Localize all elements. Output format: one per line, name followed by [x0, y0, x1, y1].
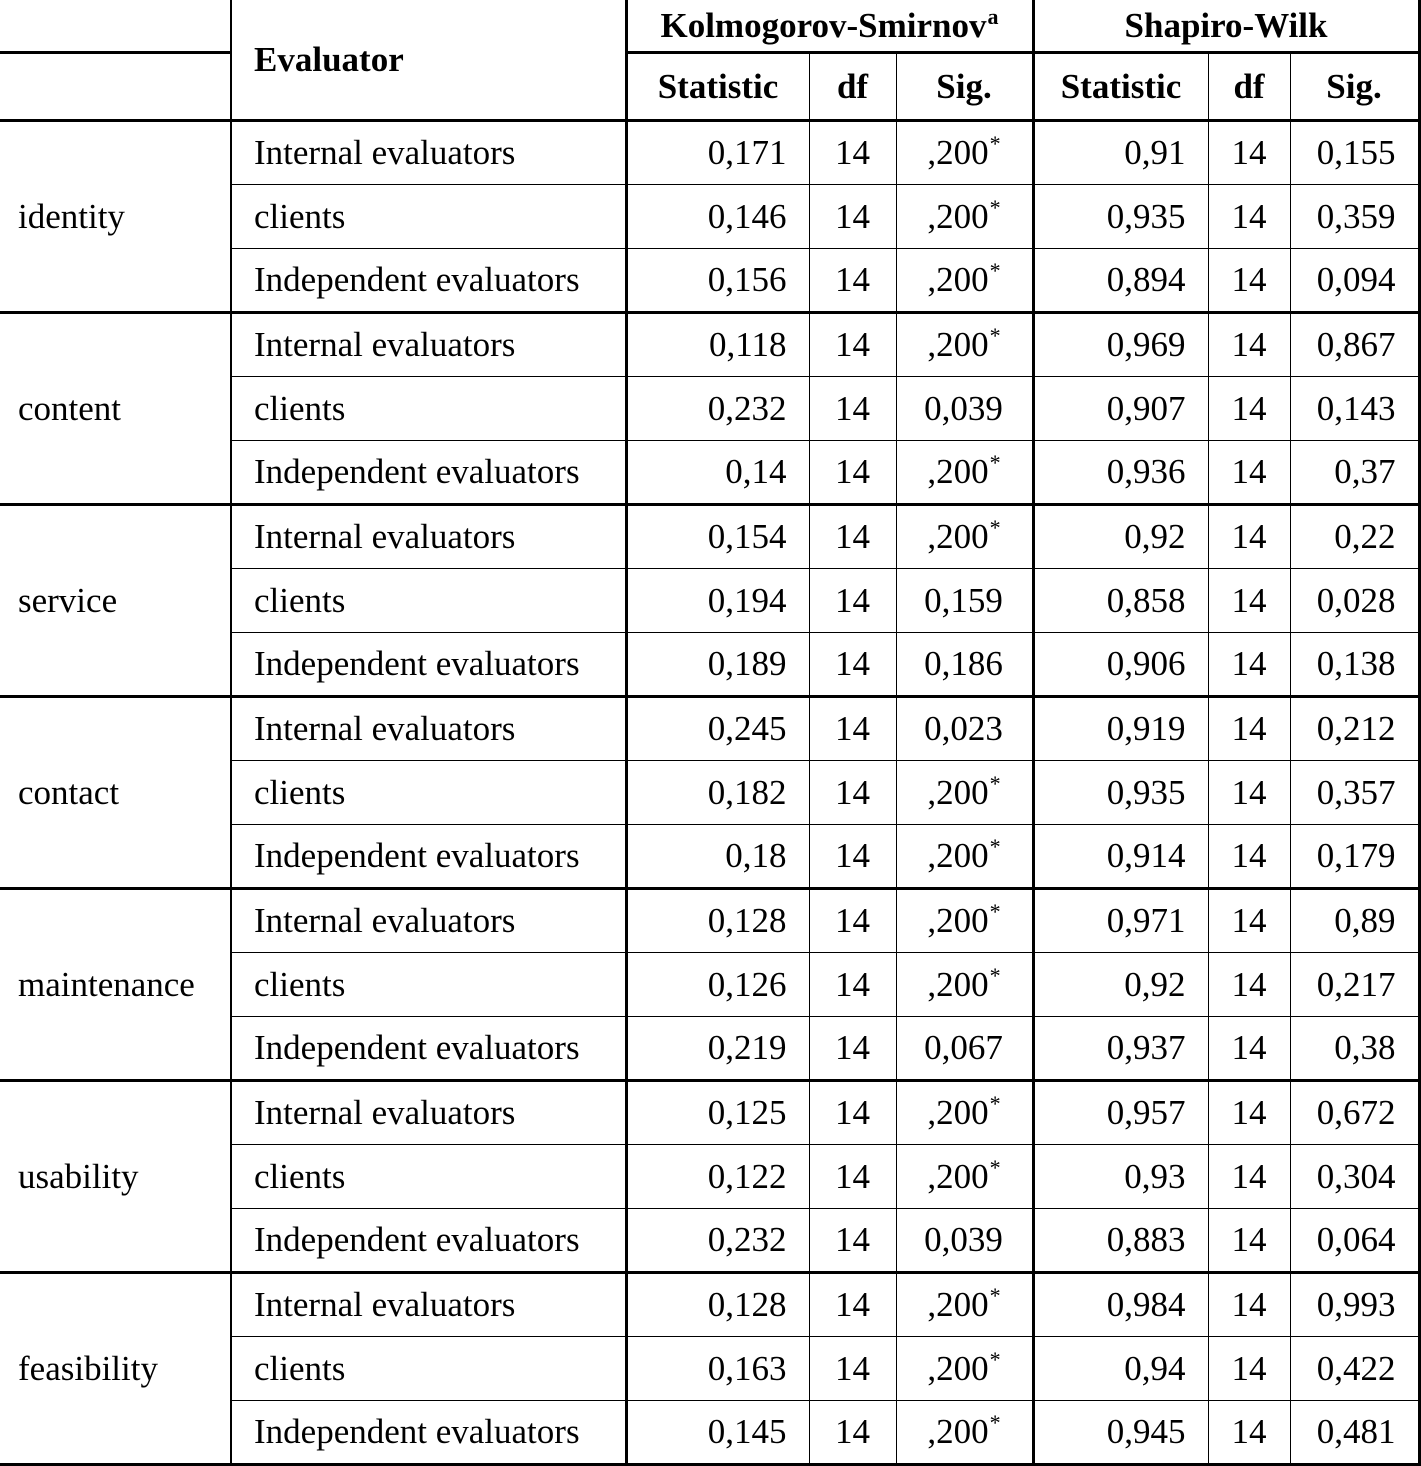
ks-sig-cell — [896, 312, 1033, 376]
ks-df-cell: 14 — [809, 824, 896, 888]
significance-mark: * — [989, 194, 1001, 220]
sw-df-header: df — [1208, 52, 1290, 120]
sw-df-cell: 14 — [1208, 184, 1290, 248]
ks-statistic-cell: 0,232 — [626, 376, 809, 440]
evaluator-cell: Internal evaluators — [231, 120, 626, 184]
sw-statistic-cell: 0,945 — [1033, 1400, 1208, 1464]
ks-sig-cell — [896, 952, 1033, 1016]
table-row — [0, 888, 1419, 952]
ks-sig-value: 0,023 — [924, 709, 1003, 748]
ks-df-cell: 14 — [809, 1016, 896, 1080]
ks-sig-cell — [896, 824, 1033, 888]
sw-sig-cell: 0,179 — [1290, 824, 1419, 888]
corner-cell — [0, 0, 231, 52]
ks-statistic-cell: 0,171 — [626, 120, 809, 184]
ks-header-label: Kolmogorov-Smirnov — [660, 5, 987, 45]
evaluator-cell: Internal evaluators — [231, 696, 626, 760]
ks-sig-cell — [896, 568, 1033, 632]
sw-statistic-cell: 0,92 — [1033, 952, 1208, 1016]
ks-sig-value: ,200 — [927, 133, 989, 172]
significance-mark: * — [989, 258, 1001, 283]
ks-sig-value: ,200 — [927, 901, 989, 940]
sw-df-cell: 14 — [1208, 120, 1290, 184]
sw-sig-cell: 0,481 — [1290, 1400, 1419, 1464]
ks-df-header: df — [809, 52, 896, 120]
significance-mark: * — [989, 770, 1001, 796]
sw-statistic-cell: 0,984 — [1033, 1272, 1208, 1336]
sw-statistic-cell: 0,971 — [1033, 888, 1208, 952]
significance-mark: * — [989, 1154, 1001, 1180]
ks-sig-cell — [896, 1080, 1033, 1144]
sw-sig-cell: 0,89 — [1290, 888, 1419, 952]
ks-df-cell: 14 — [809, 184, 896, 248]
ks-statistic-cell: 0,125 — [626, 1080, 809, 1144]
ks-sig-value: ,200 — [927, 836, 989, 875]
sw-sig-cell: 0,357 — [1290, 760, 1419, 824]
ks-statistic-cell: 0,126 — [626, 952, 809, 1016]
evaluator-cell: clients — [231, 1144, 626, 1208]
sw-statistic-cell: 0,94 — [1033, 1336, 1208, 1400]
table-row — [0, 312, 1419, 376]
sw-statistic-cell: 0,919 — [1033, 696, 1208, 760]
table-row — [0, 1272, 1419, 1336]
significance-mark: * — [989, 962, 1001, 988]
ks-df-cell: 14 — [809, 312, 896, 376]
ks-statistic-cell: 0,14 — [626, 440, 809, 504]
sw-statistic-cell: 0,858 — [1033, 568, 1208, 632]
corner-cell-lower — [0, 52, 231, 120]
ks-df-cell: 14 — [809, 1080, 896, 1144]
ks-sig-value: ,200 — [927, 1285, 989, 1324]
evaluator-cell: Independent evaluators — [231, 248, 626, 312]
ks-sig-value: 0,039 — [924, 1220, 1003, 1259]
sw-df-cell: 14 — [1208, 1016, 1290, 1080]
evaluator-cell: clients — [231, 1336, 626, 1400]
ks-sig-cell — [896, 440, 1033, 504]
table-row — [0, 120, 1419, 184]
sw-statistic-cell: 0,91 — [1033, 120, 1208, 184]
evaluator-header: Evaluator — [231, 0, 626, 120]
ks-sig-value: ,200 — [927, 517, 989, 556]
ks-df-cell: 14 — [809, 440, 896, 504]
ks-statistic-cell: 0,194 — [626, 568, 809, 632]
ks-sig-cell — [896, 376, 1033, 440]
sw-statistic-cell: 0,92 — [1033, 504, 1208, 568]
ks-statistic-cell: 0,182 — [626, 760, 809, 824]
ks-sig-value: ,200 — [927, 260, 989, 299]
variable-label: feasibility — [0, 1272, 231, 1464]
ks-df-cell: 14 — [809, 696, 896, 760]
evaluator-cell: Internal evaluators — [231, 1080, 626, 1144]
ks-sig-cell — [896, 504, 1033, 568]
ks-sig-cell — [896, 120, 1033, 184]
significance-mark: * — [989, 1410, 1001, 1435]
ks-df-cell: 14 — [809, 1336, 896, 1400]
sw-sig-cell: 0,993 — [1290, 1272, 1419, 1336]
sw-sig-cell: 0,155 — [1290, 120, 1419, 184]
table-row — [0, 696, 1419, 760]
ks-sig-cell — [896, 1272, 1033, 1336]
sw-statistic-cell: 0,935 — [1033, 760, 1208, 824]
ks-sig-cell — [896, 760, 1033, 824]
sw-statistic-cell: 0,957 — [1033, 1080, 1208, 1144]
evaluator-cell: clients — [231, 952, 626, 1016]
sw-sig-cell: 0,064 — [1290, 1208, 1419, 1272]
ks-statistic-cell: 0,145 — [626, 1400, 809, 1464]
ks-sig-value: 0,039 — [924, 388, 1003, 428]
sw-statistic-cell: 0,936 — [1033, 440, 1208, 504]
sw-header: Shapiro-Wilk — [1033, 0, 1419, 52]
sw-df-cell: 14 — [1208, 376, 1290, 440]
sw-df-cell: 14 — [1208, 952, 1290, 1016]
sw-df-cell: 14 — [1208, 504, 1290, 568]
significance-mark: * — [989, 450, 1001, 475]
evaluator-cell: Independent evaluators — [231, 1400, 626, 1464]
sw-sig-cell: 0,143 — [1290, 376, 1419, 440]
ks-statistic-cell: 0,163 — [626, 1336, 809, 1400]
ks-sig-cell — [896, 696, 1033, 760]
ks-sig-value: ,200 — [927, 772, 989, 812]
significance-mark: * — [989, 131, 1001, 156]
ks-statistic-cell: 0,118 — [626, 312, 809, 376]
table-row — [0, 1080, 1419, 1144]
ks-sig-header: Sig. — [896, 52, 1033, 120]
sw-df-cell: 14 — [1208, 696, 1290, 760]
sw-statistic-cell: 0,914 — [1033, 824, 1208, 888]
evaluator-cell: clients — [231, 568, 626, 632]
sw-sig-header: Sig. — [1290, 52, 1419, 120]
variable-label: identity — [0, 120, 231, 312]
sw-sig-cell: 0,094 — [1290, 248, 1419, 312]
ks-sig-cell — [896, 1208, 1033, 1272]
sw-df-cell: 14 — [1208, 1208, 1290, 1272]
evaluator-cell: Independent evaluators — [231, 632, 626, 696]
ks-df-cell: 14 — [809, 376, 896, 440]
ks-statistic-cell: 0,245 — [626, 696, 809, 760]
ks-df-cell: 14 — [809, 1272, 896, 1336]
ks-df-cell: 14 — [809, 248, 896, 312]
sw-df-cell: 14 — [1208, 1144, 1290, 1208]
evaluator-cell: Independent evaluators — [231, 824, 626, 888]
sw-statistic-cell: 0,894 — [1033, 248, 1208, 312]
ks-sig-cell — [896, 1144, 1033, 1208]
sw-sig-cell: 0,304 — [1290, 1144, 1419, 1208]
sw-df-cell: 14 — [1208, 248, 1290, 312]
sw-sig-cell: 0,672 — [1290, 1080, 1419, 1144]
sw-statistic-cell: 0,906 — [1033, 632, 1208, 696]
sw-statistic-cell: 0,907 — [1033, 376, 1208, 440]
evaluator-cell: Independent evaluators — [231, 1208, 626, 1272]
ks-statistic-cell: 0,232 — [626, 1208, 809, 1272]
significance-mark: * — [989, 899, 1001, 924]
significance-mark: * — [989, 515, 1001, 540]
ks-statistic-cell: 0,156 — [626, 248, 809, 312]
ks-sig-cell — [896, 184, 1033, 248]
sw-df-cell: 14 — [1208, 760, 1290, 824]
sw-statistic-header: Statistic — [1033, 52, 1208, 120]
ks-statistic-cell: 0,189 — [626, 632, 809, 696]
ks-header — [626, 0, 1033, 52]
ks-df-cell: 14 — [809, 1208, 896, 1272]
variable-label: maintenance — [0, 888, 231, 1080]
sw-statistic-cell: 0,93 — [1033, 1144, 1208, 1208]
variable-label: contact — [0, 696, 231, 888]
sw-sig-cell: 0,22 — [1290, 504, 1419, 568]
sw-df-cell: 14 — [1208, 568, 1290, 632]
ks-statistic-cell: 0,219 — [626, 1016, 809, 1080]
ks-df-cell: 14 — [809, 952, 896, 1016]
ks-statistic-cell: 0,128 — [626, 1272, 809, 1336]
variable-label: usability — [0, 1080, 231, 1272]
ks-df-cell: 14 — [809, 1144, 896, 1208]
ks-statistic-cell: 0,128 — [626, 888, 809, 952]
ks-sig-value: ,200 — [927, 452, 989, 491]
sw-sig-cell: 0,028 — [1290, 568, 1419, 632]
ks-sig-cell — [896, 632, 1033, 696]
sw-df-cell: 14 — [1208, 824, 1290, 888]
ks-sig-value: ,200 — [927, 964, 989, 1004]
evaluator-cell: Internal evaluators — [231, 1272, 626, 1336]
ks-statistic-cell: 0,18 — [626, 824, 809, 888]
evaluator-cell: Independent evaluators — [231, 1016, 626, 1080]
sw-sig-cell: 0,212 — [1290, 696, 1419, 760]
ks-df-cell: 14 — [809, 504, 896, 568]
ks-df-cell: 14 — [809, 632, 896, 696]
sw-df-cell: 14 — [1208, 1272, 1290, 1336]
ks-df-cell: 14 — [809, 568, 896, 632]
sw-statistic-cell: 0,969 — [1033, 312, 1208, 376]
sw-sig-cell: 0,359 — [1290, 184, 1419, 248]
sw-sig-cell: 0,422 — [1290, 1336, 1419, 1400]
ks-df-cell: 14 — [809, 888, 896, 952]
sw-df-cell: 14 — [1208, 1400, 1290, 1464]
table-row — [0, 504, 1419, 568]
sw-statistic-cell: 0,935 — [1033, 184, 1208, 248]
ks-footnote-mark: a — [987, 3, 999, 29]
evaluator-cell: clients — [231, 760, 626, 824]
variable-label: service — [0, 504, 231, 696]
table-body — [0, 120, 1419, 1464]
sw-df-cell: 14 — [1208, 888, 1290, 952]
ks-sig-cell — [896, 1400, 1033, 1464]
ks-statistic-cell: 0,122 — [626, 1144, 809, 1208]
ks-df-cell: 14 — [809, 120, 896, 184]
sw-statistic-cell: 0,937 — [1033, 1016, 1208, 1080]
significance-mark: * — [989, 834, 1001, 859]
evaluator-cell: clients — [231, 184, 626, 248]
ks-df-cell: 14 — [809, 760, 896, 824]
sw-df-cell: 14 — [1208, 312, 1290, 376]
sw-sig-cell: 0,37 — [1290, 440, 1419, 504]
sw-df-cell: 14 — [1208, 1080, 1290, 1144]
significance-mark: * — [989, 1091, 1001, 1116]
ks-sig-value: ,200 — [927, 196, 989, 236]
sw-sig-cell: 0,867 — [1290, 312, 1419, 376]
ks-sig-value: ,200 — [927, 1093, 989, 1132]
evaluator-cell: Internal evaluators — [231, 312, 626, 376]
ks-sig-value: ,200 — [927, 1156, 989, 1196]
sw-df-cell: 14 — [1208, 440, 1290, 504]
ks-sig-value: ,200 — [927, 1412, 989, 1451]
ks-statistic-cell: 0,154 — [626, 504, 809, 568]
ks-sig-value: ,200 — [927, 1348, 989, 1388]
ks-statistic-cell: 0,146 — [626, 184, 809, 248]
ks-sig-value: 0,186 — [924, 644, 1003, 683]
ks-sig-value: 0,067 — [924, 1028, 1003, 1067]
sw-sig-cell: 0,138 — [1290, 632, 1419, 696]
evaluator-cell: Independent evaluators — [231, 440, 626, 504]
ks-sig-value: 0,159 — [924, 580, 1003, 620]
sw-sig-cell: 0,38 — [1290, 1016, 1419, 1080]
evaluator-cell: Internal evaluators — [231, 504, 626, 568]
sw-sig-cell: 0,217 — [1290, 952, 1419, 1016]
significance-mark: * — [989, 1346, 1001, 1372]
ks-sig-cell — [896, 1336, 1033, 1400]
ks-df-cell: 14 — [809, 1400, 896, 1464]
ks-sig-value: ,200 — [927, 325, 989, 364]
evaluator-cell: clients — [231, 376, 626, 440]
variable-label: content — [0, 312, 231, 504]
ks-sig-cell — [896, 888, 1033, 952]
ks-sig-cell — [896, 1016, 1033, 1080]
sw-df-cell: 14 — [1208, 1336, 1290, 1400]
significance-mark: * — [989, 323, 1001, 348]
significance-mark: * — [989, 1283, 1001, 1308]
sw-df-cell: 14 — [1208, 632, 1290, 696]
ks-sig-cell — [896, 248, 1033, 312]
sw-statistic-cell: 0,883 — [1033, 1208, 1208, 1272]
ks-statistic-header: Statistic — [626, 52, 809, 120]
evaluator-cell: Internal evaluators — [231, 888, 626, 952]
